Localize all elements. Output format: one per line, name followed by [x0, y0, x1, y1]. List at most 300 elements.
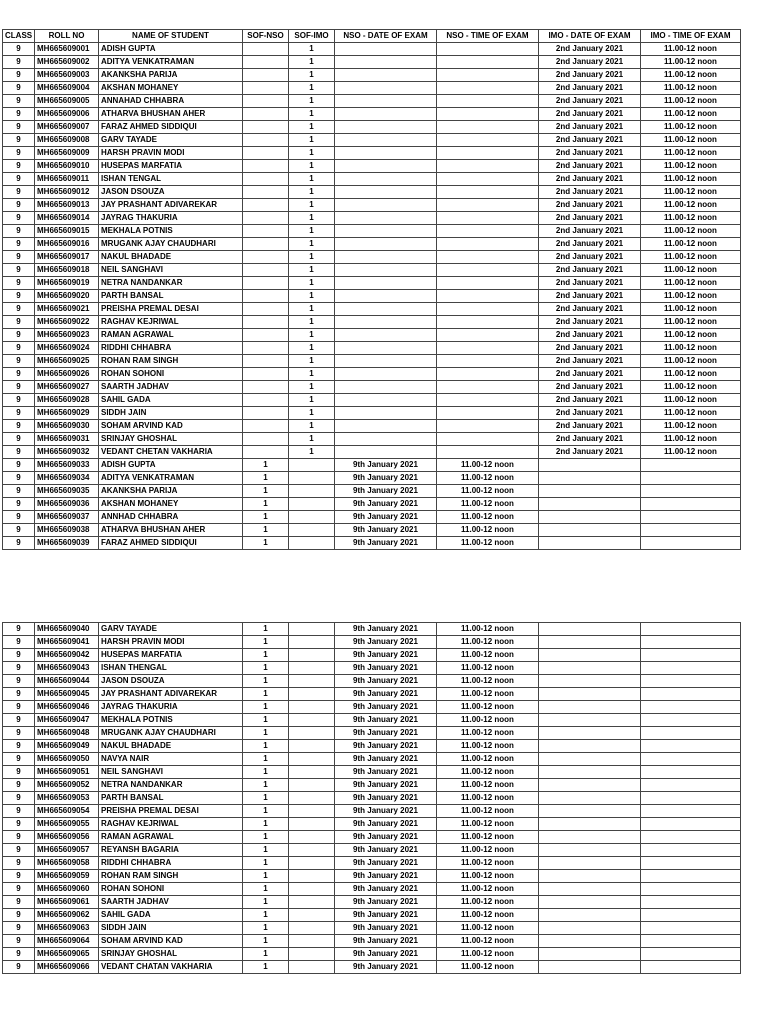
- student-name-cell: PARTH BANSAL: [99, 290, 243, 303]
- sof-nso-cell: 1: [243, 792, 289, 805]
- sof-nso-cell: [243, 251, 289, 264]
- sof-imo-cell: [289, 740, 335, 753]
- sof-nso-cell: 1: [243, 805, 289, 818]
- student-name-cell: SIDDH JAIN: [99, 407, 243, 420]
- sof-nso-cell: [243, 82, 289, 95]
- roll-no-cell: MH665609017: [35, 251, 99, 264]
- sof-imo-cell: 1: [289, 433, 335, 446]
- nso-date-cell: [335, 329, 437, 342]
- nso-time-cell: [437, 446, 539, 459]
- nso-date-cell: [335, 381, 437, 394]
- class-cell: 9: [3, 766, 35, 779]
- student-name-cell: JAYRAG THAKURIA: [99, 701, 243, 714]
- nso-date-cell: 9th January 2021: [335, 844, 437, 857]
- class-cell: 9: [3, 446, 35, 459]
- imo-time-cell: [641, 623, 741, 636]
- nso-date-cell: [335, 56, 437, 69]
- sof-imo-cell: 1: [289, 225, 335, 238]
- roll-no-cell: MH665609038: [35, 524, 99, 537]
- sof-imo-cell: 1: [289, 368, 335, 381]
- imo-time-cell: 11.00-12 noon: [641, 303, 741, 316]
- sof-imo-cell: [289, 688, 335, 701]
- sof-nso-cell: 1: [243, 459, 289, 472]
- imo-time-cell: [641, 511, 741, 524]
- imo-time-cell: [641, 675, 741, 688]
- class-cell: 9: [3, 909, 35, 922]
- roll-no-cell: MH665609050: [35, 753, 99, 766]
- nso-time-cell: 11.00-12 noon: [437, 883, 539, 896]
- nso-date-cell: [335, 407, 437, 420]
- imo-time-cell: [641, 922, 741, 935]
- nso-time-cell: [437, 186, 539, 199]
- sof-imo-cell: 1: [289, 251, 335, 264]
- imo-time-cell: [641, 524, 741, 537]
- class-cell: 9: [3, 701, 35, 714]
- sof-nso-cell: [243, 212, 289, 225]
- imo-date-cell: [539, 701, 641, 714]
- header-sof-nso: SOF-NSO: [243, 30, 289, 43]
- table-row: [3, 108, 741, 121]
- nso-time-cell: 11.00-12 noon: [437, 870, 539, 883]
- roll-no-cell: MH665609063: [35, 922, 99, 935]
- sof-imo-cell: 1: [289, 355, 335, 368]
- nso-time-cell: [437, 199, 539, 212]
- student-name-cell: NETRA NANDANKAR: [99, 277, 243, 290]
- roll-no-cell: MH665609036: [35, 498, 99, 511]
- nso-date-cell: 9th January 2021: [335, 909, 437, 922]
- class-cell: 9: [3, 844, 35, 857]
- imo-time-cell: 11.00-12 noon: [641, 290, 741, 303]
- class-cell: 9: [3, 381, 35, 394]
- table-row: [3, 740, 741, 753]
- sof-imo-cell: 1: [289, 43, 335, 56]
- class-cell: 9: [3, 147, 35, 160]
- nso-time-cell: 11.00-12 noon: [437, 472, 539, 485]
- imo-date-cell: [539, 623, 641, 636]
- student-name-cell: AKSHAN MOHANEY: [99, 498, 243, 511]
- nso-time-cell: 11.00-12 noon: [437, 935, 539, 948]
- nso-date-cell: [335, 394, 437, 407]
- student-name-cell: FARAZ AHMED SIDDIQUI: [99, 121, 243, 134]
- sof-nso-cell: [243, 160, 289, 173]
- roll-no-cell: MH665609008: [35, 134, 99, 147]
- nso-time-cell: [437, 420, 539, 433]
- sof-imo-cell: 1: [289, 381, 335, 394]
- class-cell: 9: [3, 277, 35, 290]
- imo-time-cell: 11.00-12 noon: [641, 329, 741, 342]
- table-body-part-1: [3, 43, 741, 550]
- student-name-cell: ROHAN SOHONI: [99, 368, 243, 381]
- roll-no-cell: MH665609004: [35, 82, 99, 95]
- roll-no-cell: MH665609013: [35, 199, 99, 212]
- sof-imo-cell: 1: [289, 160, 335, 173]
- nso-date-cell: 9th January 2021: [335, 688, 437, 701]
- imo-time-cell: 11.00-12 noon: [641, 407, 741, 420]
- student-name-cell: NEIL SANGHAVI: [99, 766, 243, 779]
- nso-date-cell: 9th January 2021: [335, 727, 437, 740]
- nso-time-cell: [437, 173, 539, 186]
- roll-no-cell: MH665609057: [35, 844, 99, 857]
- table-row: [3, 844, 741, 857]
- imo-time-cell: [641, 961, 741, 974]
- imo-time-cell: 11.00-12 noon: [641, 381, 741, 394]
- imo-date-cell: [539, 675, 641, 688]
- nso-date-cell: [335, 420, 437, 433]
- sof-imo-cell: [289, 623, 335, 636]
- roll-no-cell: MH665609003: [35, 69, 99, 82]
- header-nso-date: NSO - DATE OF EXAM: [335, 30, 437, 43]
- nso-date-cell: [335, 433, 437, 446]
- nso-time-cell: 11.00-12 noon: [437, 896, 539, 909]
- sof-nso-cell: 1: [243, 662, 289, 675]
- nso-date-cell: 9th January 2021: [335, 662, 437, 675]
- sof-imo-cell: [289, 831, 335, 844]
- class-cell: 9: [3, 485, 35, 498]
- imo-time-cell: 11.00-12 noon: [641, 160, 741, 173]
- nso-time-cell: [437, 160, 539, 173]
- roll-no-cell: MH665609035: [35, 485, 99, 498]
- sof-imo-cell: 1: [289, 316, 335, 329]
- imo-date-cell: 2nd January 2021: [539, 446, 641, 459]
- sof-nso-cell: [243, 446, 289, 459]
- imo-date-cell: [539, 524, 641, 537]
- roll-no-cell: MH665609010: [35, 160, 99, 173]
- table-row: [3, 381, 741, 394]
- sof-imo-cell: [289, 524, 335, 537]
- sof-nso-cell: [243, 147, 289, 160]
- sof-nso-cell: 1: [243, 649, 289, 662]
- imo-time-cell: [641, 779, 741, 792]
- table-row: [3, 792, 741, 805]
- nso-time-cell: [437, 43, 539, 56]
- sof-nso-cell: 1: [243, 636, 289, 649]
- student-name-cell: NEIL SANGHAVI: [99, 264, 243, 277]
- roll-no-cell: MH665609045: [35, 688, 99, 701]
- nso-time-cell: 11.00-12 noon: [437, 459, 539, 472]
- sof-nso-cell: [243, 69, 289, 82]
- sof-imo-cell: 1: [289, 199, 335, 212]
- sof-nso-cell: [243, 407, 289, 420]
- roll-no-cell: MH665609046: [35, 701, 99, 714]
- header-roll-no: ROLL NO: [35, 30, 99, 43]
- imo-time-cell: 11.00-12 noon: [641, 316, 741, 329]
- nso-time-cell: [437, 316, 539, 329]
- nso-time-cell: 11.00-12 noon: [437, 675, 539, 688]
- student-name-cell: GARV TAYADE: [99, 623, 243, 636]
- roll-no-cell: MH665609023: [35, 329, 99, 342]
- imo-date-cell: 2nd January 2021: [539, 355, 641, 368]
- sof-nso-cell: 1: [243, 857, 289, 870]
- sof-imo-cell: 1: [289, 173, 335, 186]
- nso-date-cell: [335, 277, 437, 290]
- table-row: [3, 498, 741, 511]
- sof-imo-cell: [289, 485, 335, 498]
- imo-time-cell: 11.00-12 noon: [641, 394, 741, 407]
- student-name-cell: VEDANT CHETAN VAKHARIA: [99, 446, 243, 459]
- class-cell: 9: [3, 173, 35, 186]
- sof-nso-cell: [243, 381, 289, 394]
- table-row: [3, 701, 741, 714]
- nso-date-cell: [335, 43, 437, 56]
- nso-time-cell: [437, 433, 539, 446]
- imo-date-cell: 2nd January 2021: [539, 329, 641, 342]
- nso-time-cell: 11.00-12 noon: [437, 636, 539, 649]
- nso-date-cell: [335, 238, 437, 251]
- student-name-cell: ROHAN SOHONI: [99, 883, 243, 896]
- student-name-cell: MRUGANK AJAY CHAUDHARI: [99, 238, 243, 251]
- sof-imo-cell: 1: [289, 238, 335, 251]
- nso-time-cell: [437, 56, 539, 69]
- imo-date-cell: 2nd January 2021: [539, 95, 641, 108]
- class-cell: 9: [3, 472, 35, 485]
- table-row: [3, 779, 741, 792]
- table-row: [3, 714, 741, 727]
- sof-nso-cell: [243, 433, 289, 446]
- imo-time-cell: 11.00-12 noon: [641, 433, 741, 446]
- nso-date-cell: 9th January 2021: [335, 779, 437, 792]
- roll-no-cell: MH665609011: [35, 173, 99, 186]
- table-row: [3, 134, 741, 147]
- sof-imo-cell: [289, 961, 335, 974]
- class-cell: 9: [3, 537, 35, 550]
- imo-date-cell: [539, 636, 641, 649]
- class-cell: 9: [3, 160, 35, 173]
- class-cell: 9: [3, 108, 35, 121]
- student-name-cell: RAGHAV KEJRIWAL: [99, 818, 243, 831]
- sof-imo-cell: [289, 714, 335, 727]
- imo-time-cell: 11.00-12 noon: [641, 212, 741, 225]
- student-name-cell: JAY PRASHANT ADIVAREKAR: [99, 688, 243, 701]
- imo-date-cell: [539, 857, 641, 870]
- table-row: [3, 420, 741, 433]
- table-row: [3, 485, 741, 498]
- student-name-cell: ISHAN TENGAL: [99, 173, 243, 186]
- class-cell: 9: [3, 636, 35, 649]
- nso-time-cell: [437, 342, 539, 355]
- table-row: [3, 909, 741, 922]
- nso-date-cell: 9th January 2021: [335, 498, 437, 511]
- roll-no-cell: MH665609062: [35, 909, 99, 922]
- imo-time-cell: [641, 883, 741, 896]
- header-sof-imo: SOF-IMO: [289, 30, 335, 43]
- nso-date-cell: 9th January 2021: [335, 961, 437, 974]
- student-name-cell: RAGHAV KEJRIWAL: [99, 316, 243, 329]
- sof-imo-cell: [289, 818, 335, 831]
- imo-time-cell: 11.00-12 noon: [641, 277, 741, 290]
- nso-time-cell: 11.00-12 noon: [437, 753, 539, 766]
- roll-no-cell: MH665609051: [35, 766, 99, 779]
- roll-no-cell: MH665609061: [35, 896, 99, 909]
- imo-date-cell: 2nd January 2021: [539, 238, 641, 251]
- table-row: [3, 368, 741, 381]
- nso-time-cell: 11.00-12 noon: [437, 740, 539, 753]
- sof-nso-cell: 1: [243, 498, 289, 511]
- class-cell: 9: [3, 43, 35, 56]
- imo-time-cell: [641, 896, 741, 909]
- sof-nso-cell: [243, 303, 289, 316]
- nso-time-cell: [437, 238, 539, 251]
- table-row: [3, 121, 741, 134]
- imo-date-cell: [539, 688, 641, 701]
- table-row: [3, 238, 741, 251]
- nso-time-cell: [437, 264, 539, 277]
- header-row: [3, 30, 741, 43]
- class-cell: 9: [3, 290, 35, 303]
- table-row: [3, 173, 741, 186]
- student-name-cell: ADITYA VENKATRAMAN: [99, 472, 243, 485]
- nso-date-cell: [335, 121, 437, 134]
- sof-nso-cell: 1: [243, 922, 289, 935]
- nso-time-cell: 11.00-12 noon: [437, 511, 539, 524]
- student-name-cell: PARTH BANSAL: [99, 792, 243, 805]
- nso-time-cell: [437, 95, 539, 108]
- nso-date-cell: 9th January 2021: [335, 472, 437, 485]
- roll-no-cell: MH665609060: [35, 883, 99, 896]
- table-row: [3, 459, 741, 472]
- sof-imo-cell: 1: [289, 277, 335, 290]
- imo-time-cell: 11.00-12 noon: [641, 69, 741, 82]
- roll-no-cell: MH665609022: [35, 316, 99, 329]
- nso-time-cell: [437, 82, 539, 95]
- student-name-cell: ATHARVA BHUSHAN AHER: [99, 108, 243, 121]
- nso-time-cell: [437, 108, 539, 121]
- sof-nso-cell: [243, 134, 289, 147]
- nso-date-cell: 9th January 2021: [335, 831, 437, 844]
- sof-nso-cell: 1: [243, 537, 289, 550]
- student-name-cell: HUSEPAS MARFATIA: [99, 649, 243, 662]
- table-row: [3, 212, 741, 225]
- class-cell: 9: [3, 420, 35, 433]
- imo-date-cell: [539, 472, 641, 485]
- roll-no-cell: MH665609009: [35, 147, 99, 160]
- roll-no-cell: MH665609040: [35, 623, 99, 636]
- imo-time-cell: 11.00-12 noon: [641, 342, 741, 355]
- sof-nso-cell: [243, 355, 289, 368]
- class-cell: 9: [3, 225, 35, 238]
- sof-imo-cell: [289, 948, 335, 961]
- imo-time-cell: [641, 948, 741, 961]
- imo-time-cell: [641, 909, 741, 922]
- table-row: [3, 688, 741, 701]
- nso-date-cell: 9th January 2021: [335, 740, 437, 753]
- sof-nso-cell: 1: [243, 740, 289, 753]
- nso-time-cell: 11.00-12 noon: [437, 649, 539, 662]
- imo-time-cell: 11.00-12 noon: [641, 82, 741, 95]
- student-name-cell: SRINJAY GHOSHAL: [99, 948, 243, 961]
- class-cell: 9: [3, 714, 35, 727]
- imo-date-cell: [539, 537, 641, 550]
- nso-date-cell: [335, 147, 437, 160]
- nso-time-cell: 11.00-12 noon: [437, 524, 539, 537]
- roll-no-cell: MH665609001: [35, 43, 99, 56]
- roll-no-cell: MH665609027: [35, 381, 99, 394]
- imo-time-cell: 11.00-12 noon: [641, 446, 741, 459]
- imo-time-cell: [641, 818, 741, 831]
- nso-date-cell: [335, 95, 437, 108]
- class-cell: 9: [3, 623, 35, 636]
- roll-no-cell: MH665609032: [35, 446, 99, 459]
- roll-no-cell: MH665609034: [35, 472, 99, 485]
- roll-no-cell: MH665609021: [35, 303, 99, 316]
- class-cell: 9: [3, 935, 35, 948]
- table-row: [3, 537, 741, 550]
- sof-nso-cell: 1: [243, 727, 289, 740]
- sof-nso-cell: [243, 43, 289, 56]
- sof-imo-cell: [289, 701, 335, 714]
- sof-imo-cell: [289, 909, 335, 922]
- student-name-cell: VEDANT CHATAN VAKHARIA: [99, 961, 243, 974]
- roll-no-cell: MH665609044: [35, 675, 99, 688]
- imo-date-cell: 2nd January 2021: [539, 121, 641, 134]
- imo-date-cell: 2nd January 2021: [539, 277, 641, 290]
- sof-nso-cell: 1: [243, 818, 289, 831]
- imo-time-cell: [641, 844, 741, 857]
- student-name-cell: HUSEPAS MARFATIA: [99, 160, 243, 173]
- class-cell: 9: [3, 134, 35, 147]
- sof-imo-cell: [289, 792, 335, 805]
- nso-time-cell: 11.00-12 noon: [437, 498, 539, 511]
- imo-date-cell: [539, 753, 641, 766]
- table-row: [3, 329, 741, 342]
- nso-date-cell: 9th January 2021: [335, 766, 437, 779]
- imo-date-cell: [539, 870, 641, 883]
- table-row: [3, 935, 741, 948]
- table-row: [3, 69, 741, 82]
- student-name-cell: JASON DSOUZA: [99, 675, 243, 688]
- table-row: [3, 407, 741, 420]
- table-row: [3, 636, 741, 649]
- table-row: [3, 922, 741, 935]
- table-row: [3, 870, 741, 883]
- imo-date-cell: [539, 662, 641, 675]
- sof-nso-cell: 1: [243, 948, 289, 961]
- header-nso-time: NSO - TIME OF EXAM: [437, 30, 539, 43]
- table-row: [3, 251, 741, 264]
- class-cell: 9: [3, 779, 35, 792]
- student-name-cell: HARSH PRAVIN MODI: [99, 636, 243, 649]
- imo-date-cell: [539, 779, 641, 792]
- sof-nso-cell: 1: [243, 883, 289, 896]
- table-row: [3, 264, 741, 277]
- sof-nso-cell: [243, 264, 289, 277]
- student-name-cell: NAKUL BHADADE: [99, 740, 243, 753]
- table-row: [3, 446, 741, 459]
- imo-date-cell: 2nd January 2021: [539, 368, 641, 381]
- nso-time-cell: 11.00-12 noon: [437, 805, 539, 818]
- student-name-cell: SAHIL GADA: [99, 909, 243, 922]
- roll-no-cell: MH665609059: [35, 870, 99, 883]
- imo-date-cell: 2nd January 2021: [539, 433, 641, 446]
- sof-imo-cell: [289, 636, 335, 649]
- roll-no-cell: MH665609066: [35, 961, 99, 974]
- roll-no-cell: MH665609005: [35, 95, 99, 108]
- class-cell: 9: [3, 199, 35, 212]
- imo-date-cell: 2nd January 2021: [539, 225, 641, 238]
- student-name-cell: GARV TAYADE: [99, 134, 243, 147]
- header-imo-date: IMO - DATE OF EXAM: [539, 30, 641, 43]
- sof-nso-cell: 1: [243, 870, 289, 883]
- nso-date-cell: 9th January 2021: [335, 485, 437, 498]
- nso-date-cell: [335, 355, 437, 368]
- table-row: [3, 948, 741, 961]
- nso-time-cell: 11.00-12 noon: [437, 792, 539, 805]
- imo-time-cell: [641, 831, 741, 844]
- sof-nso-cell: 1: [243, 909, 289, 922]
- sof-nso-cell: 1: [243, 472, 289, 485]
- sof-imo-cell: [289, 883, 335, 896]
- sof-imo-cell: 1: [289, 56, 335, 69]
- nso-time-cell: 11.00-12 noon: [437, 688, 539, 701]
